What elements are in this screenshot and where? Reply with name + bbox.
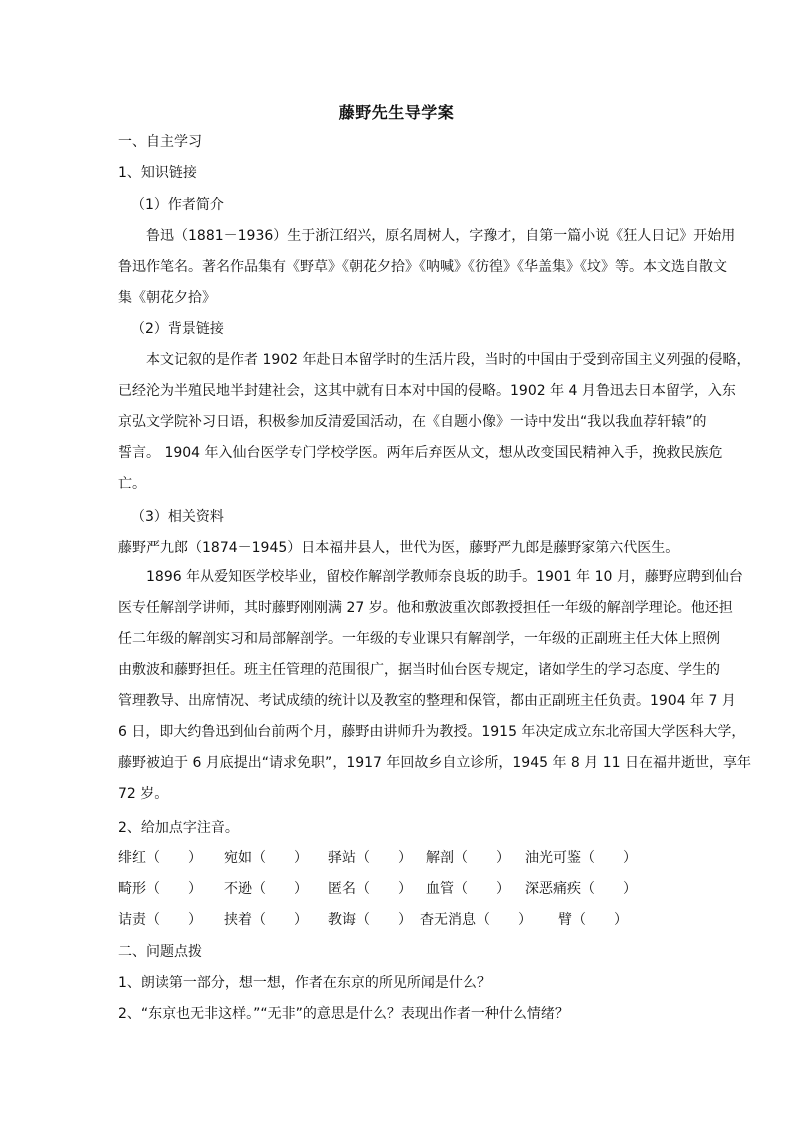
pinyin-item[interactable]: 挟着（ ） xyxy=(224,912,308,928)
fujino-line-3: 任二年级的解剖实习和局部解剖学。一年级的专业课只有解剖学，一年级的正副班主任大体上照例 xyxy=(118,631,720,647)
fujino-line-5: 管理教导、出席情况、考试成绩的统计以及教室的整理和保管，都由正副班主任负责。1904 年 7 月 xyxy=(118,693,736,709)
pinyin-item[interactable]: 教诲（ ） xyxy=(328,912,412,928)
pinyin-item[interactable]: 宛如（ ） xyxy=(224,850,308,866)
author-line-3: 集《朝花夕拾》 xyxy=(118,290,216,306)
section-heading-self-study: 一、自主学习 xyxy=(118,134,202,150)
fujino-intro: 藤野严九郎（1874－1945）日本福井县人，世代为医，藤野严九郎是藤野家第六代医生。 xyxy=(118,540,680,556)
pinyin-item[interactable]: 血管（ ） xyxy=(426,881,510,897)
subheading-pinyin-exercise: 2、给加点字注音。 xyxy=(118,820,239,836)
subheading-author-intro: （1）作者简介 xyxy=(131,197,224,213)
pinyin-item[interactable]: 油光可鉴（ ） xyxy=(525,850,637,866)
pinyin-item[interactable]: 臂（ ） xyxy=(558,912,628,928)
fujino-line-6: 6 日，即大约鲁迅到仙台前两个月，藤野由讲师升为教授。1915 年决定成立东北帝国大学医科大学， xyxy=(118,724,746,740)
subheading-knowledge-link: 1、知识链接 xyxy=(118,165,197,181)
background-line-2: 已经沦为半殖民地半封建社会，这其中就有日本对中国的侵略。1902 年 4 月鲁迅去日本留学，入东 xyxy=(118,383,736,399)
fujino-line-7: 藤野被迫于 6 月底提出“请求免职”，1917 年回故乡自立诊所，1945 年 8 月 11 日在福井逝世，享年 xyxy=(118,755,751,771)
pinyin-item[interactable]: 匿名（ ） xyxy=(328,881,412,897)
background-paragraph xyxy=(118,345,751,500)
fujino-line-8: 72 岁。 xyxy=(118,786,169,802)
background-line-3: 京弘文学院补习日语，积极参加反清爱国活动，在《自题小像》一诗中发出“我以我血荐轩辕”的 xyxy=(118,414,707,430)
pinyin-item[interactable]: 诘责（ ） xyxy=(118,912,202,928)
fujino-line-2: 医专任解剖学讲师，其时藤野刚刚满 27 岁。他和敷波重次郎教授担任一年级的解剖学理论。他还担 xyxy=(118,600,733,616)
pinyin-item[interactable]: 驿站（ ） xyxy=(328,850,412,866)
pinyin-row-2 xyxy=(118,879,678,899)
author-line-2: 鲁迅作笔名。著名作品集有《野草》《朝花夕拾》《呐喊》《彷徨》《华盖集》《坟》等。本文选自散文 xyxy=(118,259,727,275)
subheading-related-materials: （3）相关资料 xyxy=(131,509,224,525)
background-line-5: 亡。 xyxy=(118,476,146,492)
section-heading-questions: 二、问题点拨 xyxy=(118,944,202,960)
question-2: 2、“东京也无非这样。”“无非”的意思是什么？表现出作者一种什么情绪？ xyxy=(118,1006,569,1022)
page-title: 藤野先生导学案 xyxy=(338,103,455,122)
pinyin-row-3 xyxy=(118,910,678,930)
fujino-line-1: 1896 年从爱知医学校毕业，留校作解剖学教师奈良坂的助手。1901 年 10 月，藤野应聘到仙台 xyxy=(146,569,743,585)
pinyin-item[interactable]: 杳无消息（ ） xyxy=(420,912,532,928)
author-intro-paragraph xyxy=(118,221,736,314)
pinyin-item[interactable]: 解剖（ ） xyxy=(426,850,510,866)
pinyin-item[interactable]: 不逊（ ） xyxy=(224,881,308,897)
pinyin-item[interactable]: 深恶痛疾（ ） xyxy=(525,881,637,897)
subheading-background: （2）背景链接 xyxy=(131,321,224,337)
background-line-1: 本文记叙的是作者 1902 年赴日本留学时的生活片段，当时的中国由于受到帝国主义列强的侵略， xyxy=(146,352,751,368)
background-line-4: 誓言。 1904 年入仙台医学专门学校学医。两年后弃医从文，想从改变国民精神入手，挽救民族危 xyxy=(118,445,723,461)
question-1: 1、朗读第一部分，想一想，作者在东京的所见所闻是什么？ xyxy=(118,975,491,991)
pinyin-item[interactable]: 绯红（ ） xyxy=(118,850,202,866)
pinyin-row-1 xyxy=(118,848,678,868)
fujino-line-4: 由敷波和藤野担任。班主任管理的范围很广，据当时仙台医专规定，诸如学生的学习态度、学生的 xyxy=(118,662,720,678)
author-line-1: 鲁迅（1881－1936）生于浙江绍兴，原名周树人，字豫才，自第一篇小说《狂人日记》开始用 xyxy=(146,228,736,244)
fujino-paragraph xyxy=(118,562,751,810)
pinyin-item[interactable]: 畸形（ ） xyxy=(118,881,202,897)
